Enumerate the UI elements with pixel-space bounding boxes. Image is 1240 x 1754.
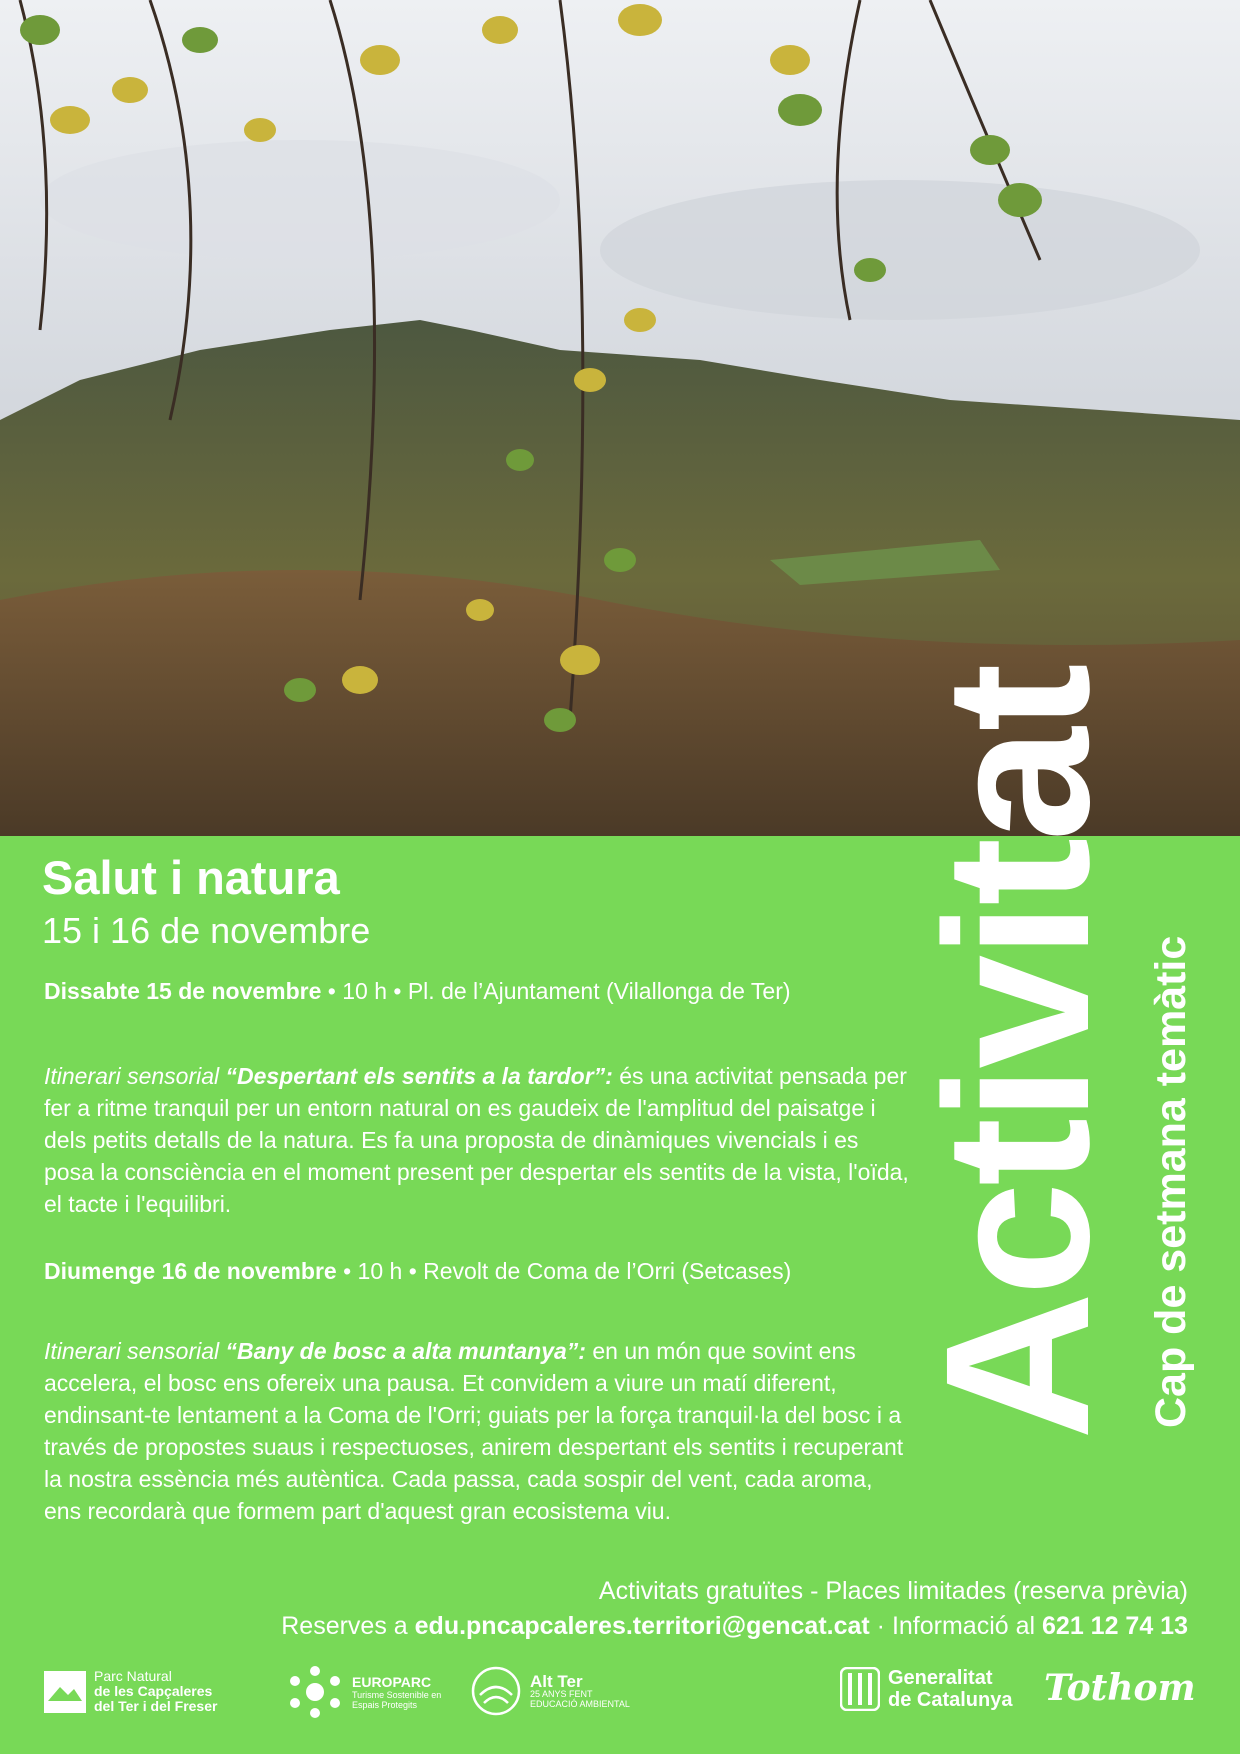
phone-number[interactable]: 621 12 74 13 — [1042, 1612, 1188, 1640]
saturday-day: Dissabte 15 de novembre — [44, 978, 322, 1004]
event-title: Salut i natura — [42, 851, 340, 904]
europarc-name: EUROPARC — [352, 1673, 432, 1690]
saturday-label: Itinerari sensorial — [44, 1063, 226, 1089]
vertical-title: Activitat — [903, 667, 1132, 1440]
sunday-activity: “Bany de bosc a alta muntanya”: — [225, 1338, 586, 1364]
saturday-details: • 10 h • Pl. de l’Ajuntament (Vilallonga de Ter) — [321, 978, 791, 1004]
email-link[interactable]: edu.pncapcaleres.territori@gencat.cat — [414, 1612, 870, 1640]
info-prefix: · Informació al — [869, 1612, 1043, 1640]
saturday-activity: “Despertant els sentits a la tardor”: — [225, 1063, 613, 1089]
europarc-logo — [286, 1665, 441, 1719]
tothom-wordmark: Tothom — [1044, 1667, 1196, 1709]
altter-logo — [470, 1665, 630, 1717]
europarc-line3: Espais Protegits — [352, 1699, 418, 1710]
europarc-line2: Turisme Sostenible en — [352, 1689, 442, 1700]
saturday-header — [44, 975, 914, 1007]
mountain-icon — [44, 1671, 86, 1713]
sunday-details: • 10 h • Revolt de Coma de l’Orri (Setcases) — [336, 1258, 792, 1284]
coat-of-arms-icon — [840, 1667, 880, 1711]
vertical-subtitle: Cap de setmana temàtic — [1147, 935, 1195, 1428]
park-logo-line3: del Ter i del Freser — [94, 1698, 218, 1714]
sunday-day: Diumenge 16 de novembre — [44, 1258, 337, 1284]
park-logo — [44, 1669, 217, 1714]
park-logo-line1: Parc Natural — [94, 1668, 172, 1684]
generalitat-logo — [840, 1667, 1012, 1711]
altter-line2: 25 ANYS FENT — [530, 1688, 593, 1699]
saturday-text: és una activitat pensada per fer a ritme tranquil per un entorn natural on es gaudeix de l'amplitud del paisatge i dels petits detalls de la natura. Es fa una proposta de dinàmiques vivencials i es posa la consciència en el moment present per despertar els sentits de la vista, l'oïda, el tacte i l'equilibri. — [44, 1063, 909, 1217]
contact-line — [281, 1612, 1188, 1641]
reserve-prefix: Reserves a — [281, 1612, 415, 1640]
park-logo-line2: de les Capçaleres — [94, 1683, 213, 1699]
altter-line3: EDUCACIÓ AMBIENTAL — [530, 1698, 630, 1709]
sunday-label: Itinerari sensorial — [44, 1338, 226, 1364]
event-dates: 15 i 16 de novembre — [42, 910, 371, 951]
sun-icon — [286, 1665, 344, 1719]
tothom-logo — [1044, 1667, 1196, 1709]
sunday-description — [44, 1335, 914, 1527]
altter-name: Alt Ter — [530, 1671, 583, 1691]
swirl-icon — [470, 1665, 522, 1717]
logo-strip — [0, 1655, 1240, 1725]
free-activities-note: Activitats gratuïtes - Places limitades (reserva prèvia) — [598, 1577, 1188, 1605]
saturday-description — [44, 1060, 914, 1220]
generalitat-line1: Generalitat — [888, 1667, 993, 1689]
generalitat-line2: de Catalunya — [888, 1689, 1013, 1711]
sunday-header — [44, 1255, 914, 1287]
sunday-text: en un món que sovint ens accelera, el bosc ens ofereix una pausa. Et convidem a viure un matí diferent, endinsant-te lentament a la Coma de l'Orri; guiats per la força tranquil·la del bosc i a través de propostes suaus i respectuoses, anirem despertant els sentits i recuperant la nostra essència més autèntica. Cada passa, cada sospir del vent, cada aroma, ens recordarà que formem part d'aquest gran ecosistema viu. — [44, 1338, 904, 1524]
